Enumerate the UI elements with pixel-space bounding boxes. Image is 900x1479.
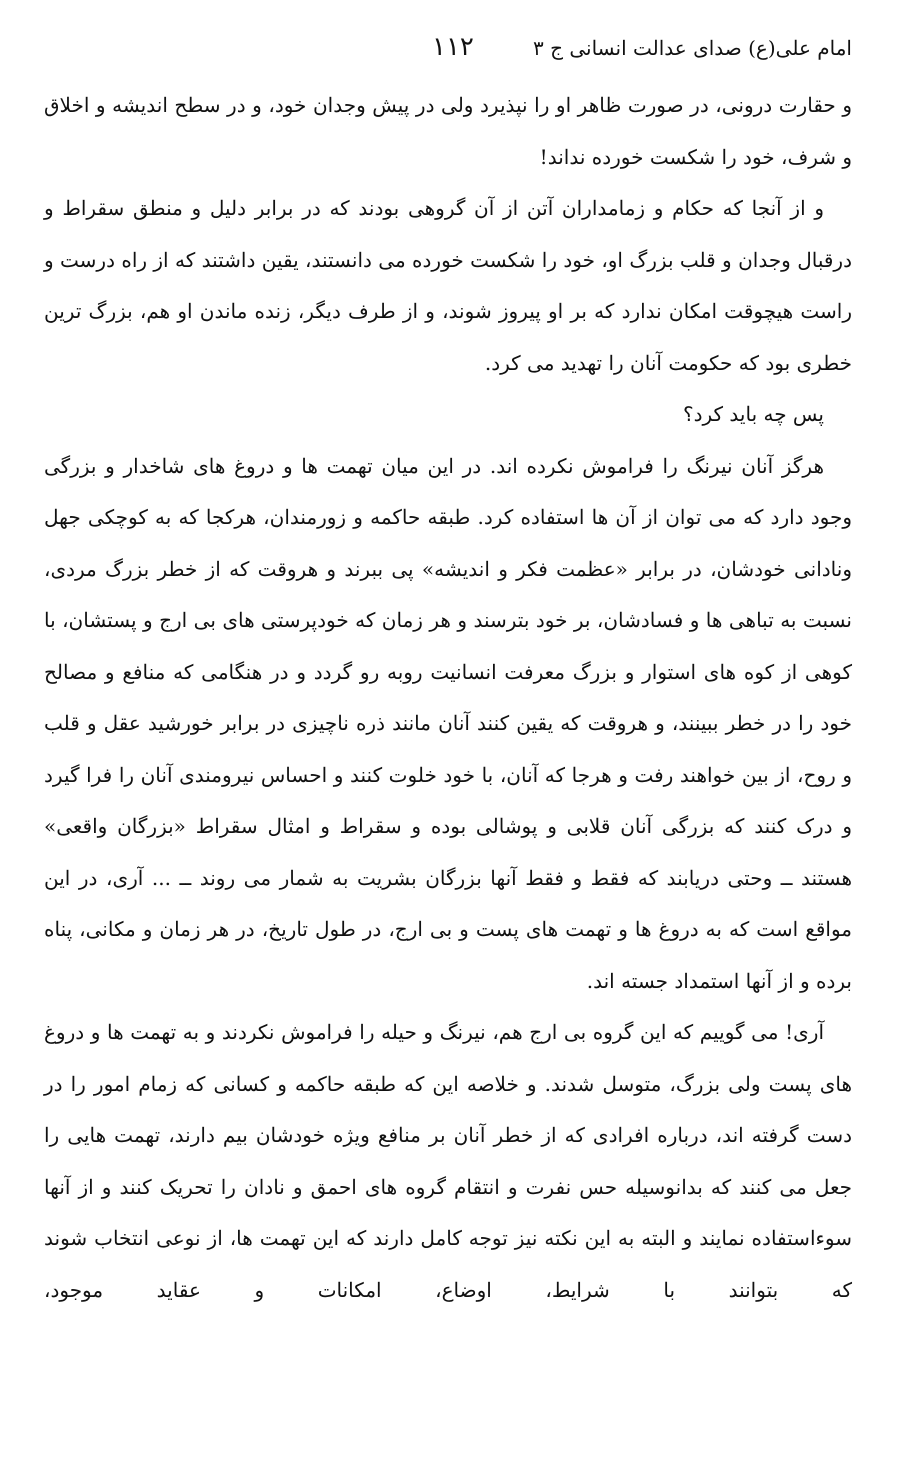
paragraph: پس چه باید کرد؟ bbox=[682, 402, 824, 426]
running-title: امام علی(ع) صدای عدالت انسانی ج ۳ bbox=[532, 36, 852, 60]
page-header bbox=[40, 32, 860, 76]
paragraph: هرگز آنان نیرنگ را فراموش نکرده اند. در این میان تهمت ها و دروغ های شاخدار و بزرگی وجود دارد که می توان از آن ها استفاده کرد. طبقه حاکمه و زورمندان، هرکجا که به کوچکی جهل ونادانی خودشان، در برابر «عظمت فکر و اندیشه» پی ببرند و هروقت که از خطر بزرگ مردی، نسبت به تباهی ها و فسادشان، بر خود بترسند و هر زمان که خودپرستی های بی ارج و پستشان، با کوهی از کوه های استوار و بزرگ معرفت انسانیت روبه رو گردد و در هنگامی که منافع و مصالح خود را در خطر ببینند، و هروقت که یقین کنند آنان مانند ذره ناچیزی در برابر خورشید عقل و قلب و روح، از بین خواهند رفت و هرجا که آنان، با خود خلوت کنند و احساس نیرومندی آنان را فرا گیرد و درک کنند که بزرگی آنان قلابی و پوشالی بوده و سقراط و امثال سقراط «بزرگان واقعی» هستند ــ وحتی دریابند که فقط و فقط آنها بزرگان بشریت به شمار می روند ــ ... آری، در این مواقع است که به دروغ ها و تهمت های پست و بی ارج، در طول تاریخ، در هر زمان و مکانی، پناه برده و از آنها استمداد جسته اند. bbox=[44, 453, 852, 993]
paragraph: آری! می گوییم که این گروه بی ارج هم، نیرنگ و حیله را فراموش نکردند و به تهمت ها و دروغ های پست ولی بزرگ، متوسل شدند. و خلاصه این که طبقه حاکمه و کسانی که زمام امور را در دست گرفته اند، درباره افرادی که از خطر آنان بر منافع ویژه خودشان بیم دارند، تهمت هایی را جعل می کنند که بدانوسیله حس نفرت و انتقام گروه های احمق و نادان را تحریک کنند و از آنها سوءاستفاده نمایند و البته به این نکته نیز توجه کامل دارند که این تهمت ها، از نوعی انتخاب شوند که بتوانند با شرایط، اوضاع، امکانات و عقاید موجود، bbox=[44, 1020, 852, 1302]
paragraph: و از آنجا که حکام و زمامداران آتن از آن گروهی بودند که در برابر دلیل و منطق سقراط و درقبال وجدان و قلب بزرگ او، خود را شکست خورده می دانستند، یقین داشتند که از راه درست و راست هیچوقت امکان ندارد که بر او پیروز شوند، و از طرف دیگر، زنده ماندن او هم، بزرگ ترین خطری بود که حکومت آنان را تهدید می کرد. bbox=[44, 196, 852, 375]
page-body bbox=[44, 80, 852, 1316]
paragraph: و حقارت درونی، در صورت ظاهر او را نپذیرد ولی در پیش وجدان خود، و در سطح اندیشه و اخلاق و شرف، خود را شکست خورده نداند! bbox=[44, 93, 852, 169]
page-number: ۱۱۲ bbox=[432, 32, 474, 62]
